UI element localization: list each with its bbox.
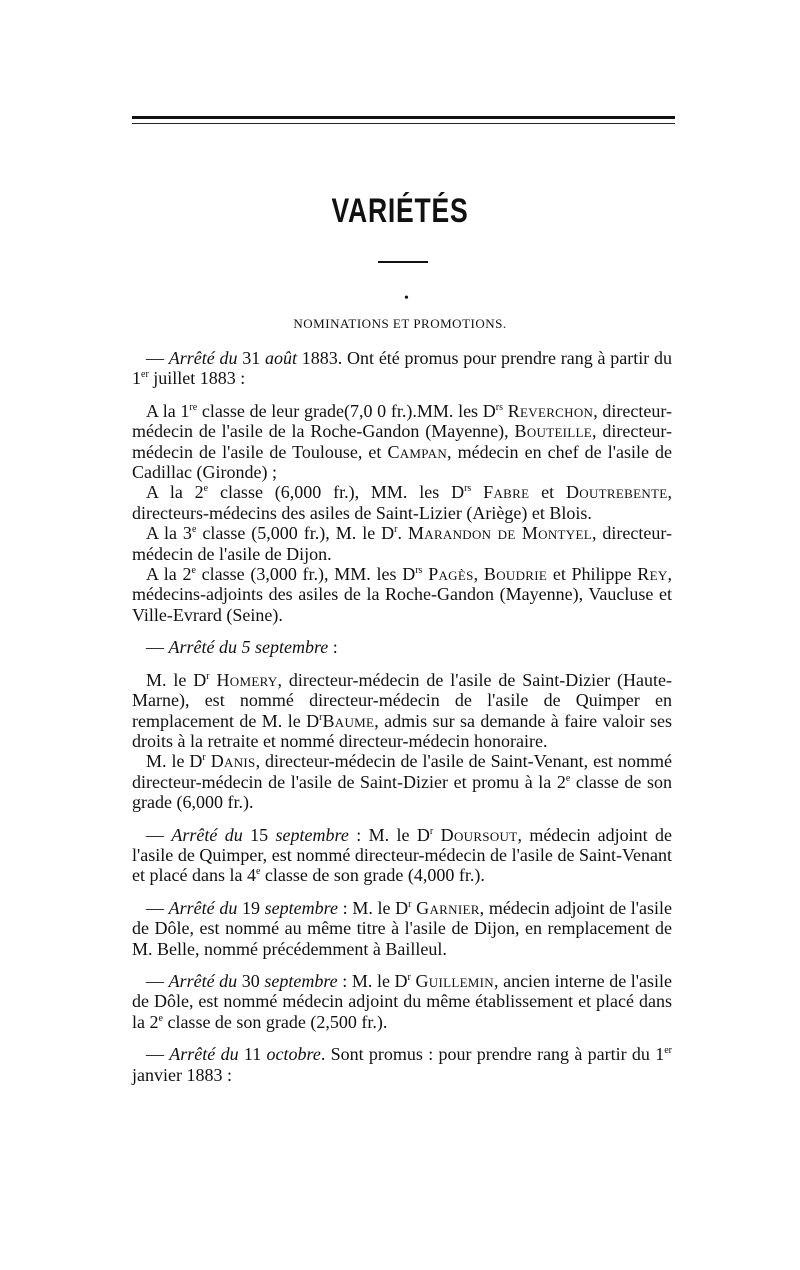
- paragraph-6: — Arrêté du 5 septembre :: [146, 637, 338, 658]
- header-rule-thin: [132, 123, 675, 124]
- paragraph-2: A la 1re classe de leur grade(7,0 0 fr.).MM. les $D^{rs}$ Reverchon, directeur-médecin de l'asile de la Roche-Gandon (Mayenne), Bouteille, directeur-médecin de l'asile de Toulouse, et Campan, médecin en chef de l'asile de Cadillac (Gironde) ;: [132, 400, 673, 483]
- paragraph-3: A la 2e classe (6,000 fr.), MM. les $D^{rs}$ Fabre et Doutrebente, directeurs-médecins des asiles de Saint-Lizier (Ariège) et Blois.: [132, 482, 673, 523]
- paragraph-1: — Arrêté du 31 août 1883. Ont été promus pour prendre rang à partir du 1er juillet 1883 :: [132, 348, 673, 389]
- paragraph-11: — Arrêté du 30 septembre : M. le $D^r$ Guillemin, ancien interne de l'asile de Dôle, est nommé médecin adjoint du même établissement et placé dans la 2e classe de son grade (2,500 fr.).: [132, 970, 673, 1032]
- ornament-dot: •: [404, 291, 409, 306]
- paragraph-5: A la 2e classe (3,000 fr.), MM. les $D^{rs}$ Pagès, Boudrie et Philippe Rey, médecins-adjoints des asiles de la Roche-Gandon (Mayenne), Vaucluse et Ville-Evrard (Seine).: [132, 564, 673, 625]
- body-text: [132, 348, 672, 1085]
- section-heading: NOMINATIONS ET PROMOTIONS.: [293, 316, 507, 331]
- paragraph-10: — Arrêté du 19 septembre : M. le $D^r$ Garnier, médecin adjoint de l'asile de Dôle, est nommé au même titre à l'asile de Dijon, en remplacement de M. Belle, nommé précédemment à Bailleul.: [132, 897, 673, 959]
- title-divider: [378, 261, 428, 263]
- paragraph-4: A la 3e classe (5,000 fr.), M. le $D^r$. Marandon de Montyel, directeur-médecin de l'asile de Dijon.: [132, 523, 672, 564]
- header-rule-thick: [132, 116, 675, 119]
- paragraph-8: M. le $D^r$ Danis, directeur-médecin de l'asile de Saint-Venant, est nommé directeur-médecin de l'asile de Saint-Dizier et promu à la 2e classe de son grade (6,000 fr.).: [132, 751, 673, 813]
- paragraph-12: — Arrêté du 11 octobre. Sont promus : pour prendre rang à partir du 1er janvier 1883 :: [132, 1044, 672, 1085]
- page-title: VARIÉTÉS: [331, 192, 469, 230]
- paragraph-9: — Arrêté du 15 septembre : M. le $D^r$ Doursout, médecin adjoint de l'asile de Quimper, est nommé directeur-médecin de l'asile de Saint-Venant et placé dans la 4e classe de son grade (4,000 fr.).: [132, 824, 673, 886]
- paragraph-7: M. le $D^r$ Homery, directeur-médecin de l'asile de Saint-Dizier (Haute-Marne), est nommé directeur-médecin de l'asile de Quimper en remplacement de M. le $D^rBaume$, admis sur sa demande à faire valoir ses droits à la retraite et nommé directeur-médecin honoraire.: [132, 669, 673, 751]
